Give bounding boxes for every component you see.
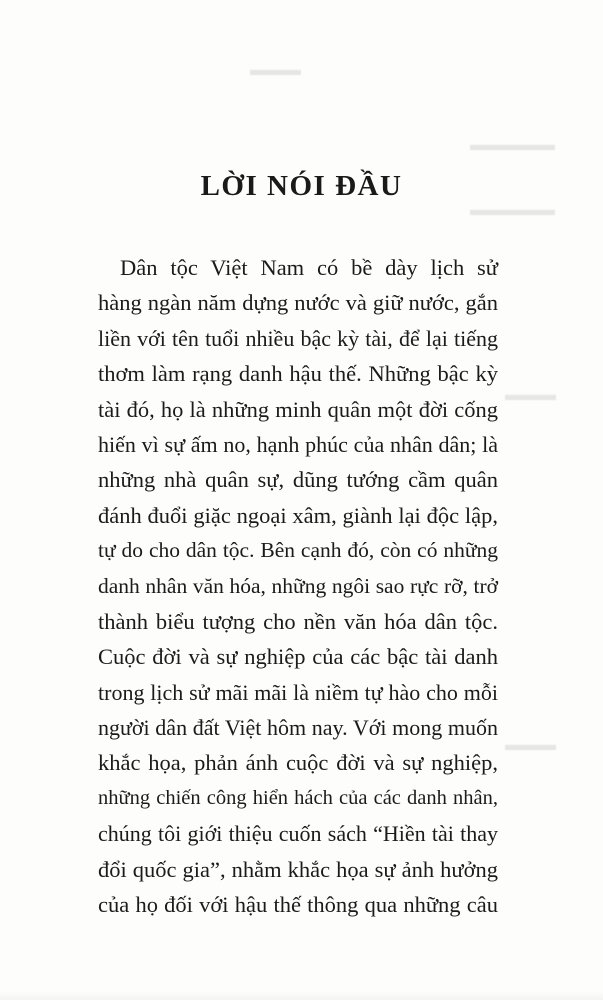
paragraph-line: danh nhân văn hóa, những ngôi sao rực rỡ, trở — [98, 573, 498, 598]
page-bottom-edge — [0, 992, 603, 1000]
paragraph-line: của họ đối với hậu thế thông qua những câu — [98, 892, 498, 918]
paragraph-line: những chiến công hiển hách của các danh nhân, — [98, 786, 498, 809]
paragraph-line: Cuộc đời và sự nghiệp của các bậc tài danh — [98, 644, 498, 670]
paragraph-line: người dân đất Việt hôm nay. Với mong muốn — [98, 715, 498, 741]
page-heading: LỜI NÓI ĐẦU — [200, 170, 403, 202]
bleed-through-mark: ▬▬▬ — [250, 60, 301, 79]
paragraph-line: khắc họa, phản ánh cuộc đời và sự nghiệp, — [98, 750, 498, 776]
paragraph-line: thành biểu tượng cho nền văn hóa dân tộc. — [98, 608, 498, 634]
paragraph-line: đổi quốc gia”, nhằm khắc họa sự ảnh hưởng — [98, 856, 498, 882]
bleed-through-mark: ▬▬▬▬▬ — [470, 200, 555, 219]
paragraph-line: hiến vì sự ấm no, hạnh phúc của nhân dân; là — [98, 431, 498, 457]
preface-paragraph — [98, 250, 498, 922]
paragraph-line: hàng ngàn năm dựng nước và giữ nước, gắn — [98, 290, 498, 316]
paragraph-line: Dân tộc Việt Nam có bề dày lịch sử — [120, 255, 498, 280]
bleed-through-mark: ▬▬▬ — [505, 735, 556, 754]
paragraph-line: đánh đuổi giặc ngoại xâm, giành lại độc lập, — [98, 502, 498, 528]
paragraph-line: tự do cho dân tộc. Bên cạnh đó, còn có những — [98, 538, 498, 563]
paragraph-line: những nhà quân sự, dũng tướng cầm quân — [98, 467, 498, 493]
paragraph-line: tài đó, họ là những minh quân một đời cống — [98, 396, 498, 422]
paragraph-line: trong lịch sử mãi mãi là niềm tự hào cho mỗi — [98, 679, 498, 705]
paragraph-line: chúng tôi giới thiệu cuốn sách “Hiền tài thay — [98, 821, 498, 847]
paragraph-line: liền với tên tuổi nhiều bậc kỳ tài, để lại tiếng — [98, 325, 498, 351]
paragraph-line: thơm làm rạng danh hậu thế. Những bậc kỳ — [98, 361, 498, 387]
bleed-through-mark: ▬▬▬▬▬ — [470, 135, 555, 154]
bleed-through-mark: ▬▬▬ — [505, 385, 556, 404]
